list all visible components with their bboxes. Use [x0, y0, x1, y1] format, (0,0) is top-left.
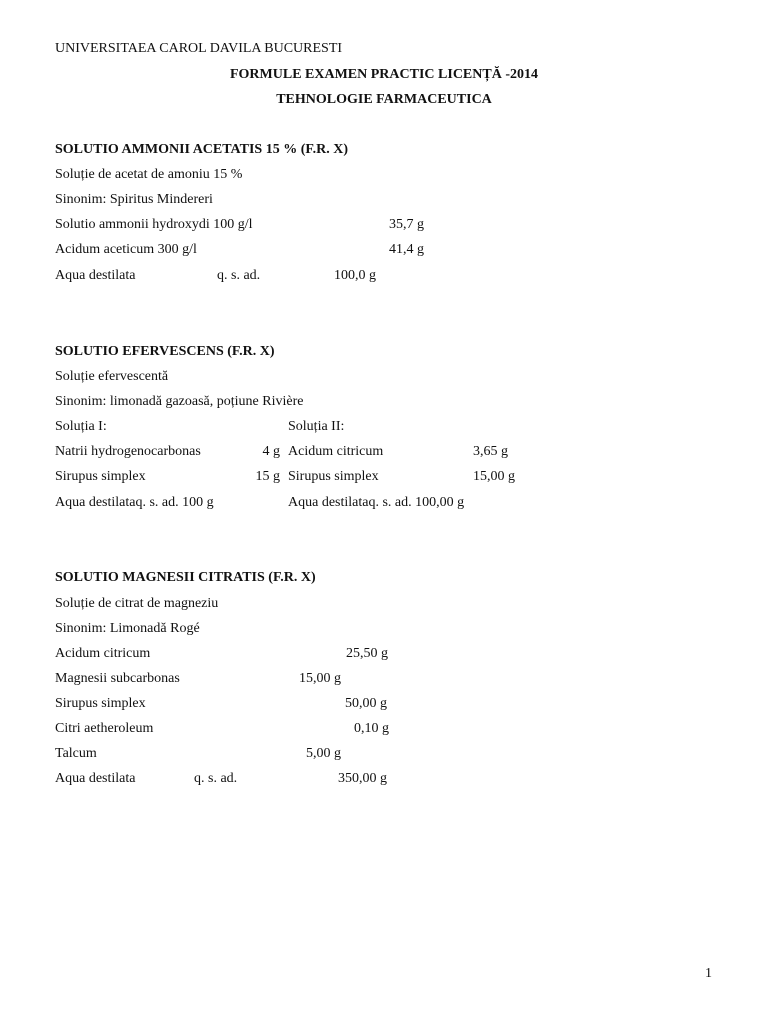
section-1-name: Soluție de acetat de amoniu 15 % [55, 167, 243, 182]
qs-ad-label: q. s. ad. [194, 771, 238, 786]
ingredient-label: Natrii hydrogenocarbonas [55, 444, 201, 459]
ingredient-label: Citri aetheroleum [55, 721, 154, 736]
section-2-heading: SOLUTIO EFERVESCENS (F.R. X) [55, 344, 275, 359]
ingredient-value: 4 g [262, 444, 280, 459]
ingredient-label: Sirupus simplex [55, 469, 146, 484]
ingredient-label: Acidum citricum [288, 444, 384, 459]
section-3-synonym: Sinonim: Limonadă Rogé [55, 621, 200, 636]
section-2-name: Soluție efervescentă [55, 369, 169, 384]
ingredient-value: 350,00 g [338, 771, 387, 786]
ingredient-value: 41,4 g [389, 242, 424, 257]
ingredient-value: 50,00 g [345, 696, 387, 711]
section-3-name: Soluție de citrat de magneziu [55, 596, 219, 611]
solution-1-title: Soluția I: [55, 419, 107, 434]
solution-2-title: Soluția II: [288, 419, 345, 434]
ingredient-label: Aqua destilataq. s. ad. 100,00 g [288, 495, 465, 510]
ingredient-label: Aqua destilataq. s. ad. 100 g [55, 495, 214, 510]
ingredient-value: 15,00 g [473, 469, 515, 484]
ingredient-value: 100,0 g [334, 268, 376, 283]
page-number: 1 [705, 966, 712, 981]
section-1-synonym: Sinonim: Spiritus Mindereri [55, 192, 213, 207]
university-name: UNIVERSITAEA CAROL DAVILA BUCURESTI [55, 41, 343, 56]
ingredient-label: Sirupus simplex [288, 469, 379, 484]
section-1-heading: SOLUTIO AMMONII ACETATIS 15 % (F.R. X) [55, 142, 349, 157]
ingredient-label: Talcum [55, 746, 97, 761]
document-subtitle: TEHNOLOGIE FARMACEUTICA [276, 92, 492, 107]
ingredient-value: 25,50 g [346, 646, 388, 661]
section-2-synonym: Sinonim: limonadă gazoasă, poțiune Rivière [55, 394, 304, 409]
ingredient-value: 5,00 g [306, 746, 341, 761]
ingredient-value: 15,00 g [299, 671, 341, 686]
ingredient-label: Sirupus simplex [55, 696, 146, 711]
ingredient-label: Acidum aceticum 300 g/l [55, 242, 197, 257]
ingredient-label: Magnesii subcarbonas [55, 671, 180, 686]
ingredient-value: 0,10 g [354, 721, 389, 736]
ingredient-label: Acidum citricum [55, 646, 151, 661]
ingredient-value: 15 g [255, 469, 280, 484]
ingredient-label: Aqua destilata [55, 771, 136, 786]
qs-ad-label: q. s. ad. [217, 268, 261, 283]
ingredient-value: 35,7 g [389, 217, 424, 232]
ingredient-label: Aqua destilata [55, 268, 136, 283]
section-3-heading: SOLUTIO MAGNESII CITRATIS (F.R. X) [55, 570, 316, 585]
document-title: FORMULE EXAMEN PRACTIC LICENȚĂ -2014 [229, 67, 538, 82]
ingredient-value: 3,65 g [473, 444, 508, 459]
ingredient-label: Solutio ammonii hydroxydi 100 g/l [55, 217, 253, 232]
